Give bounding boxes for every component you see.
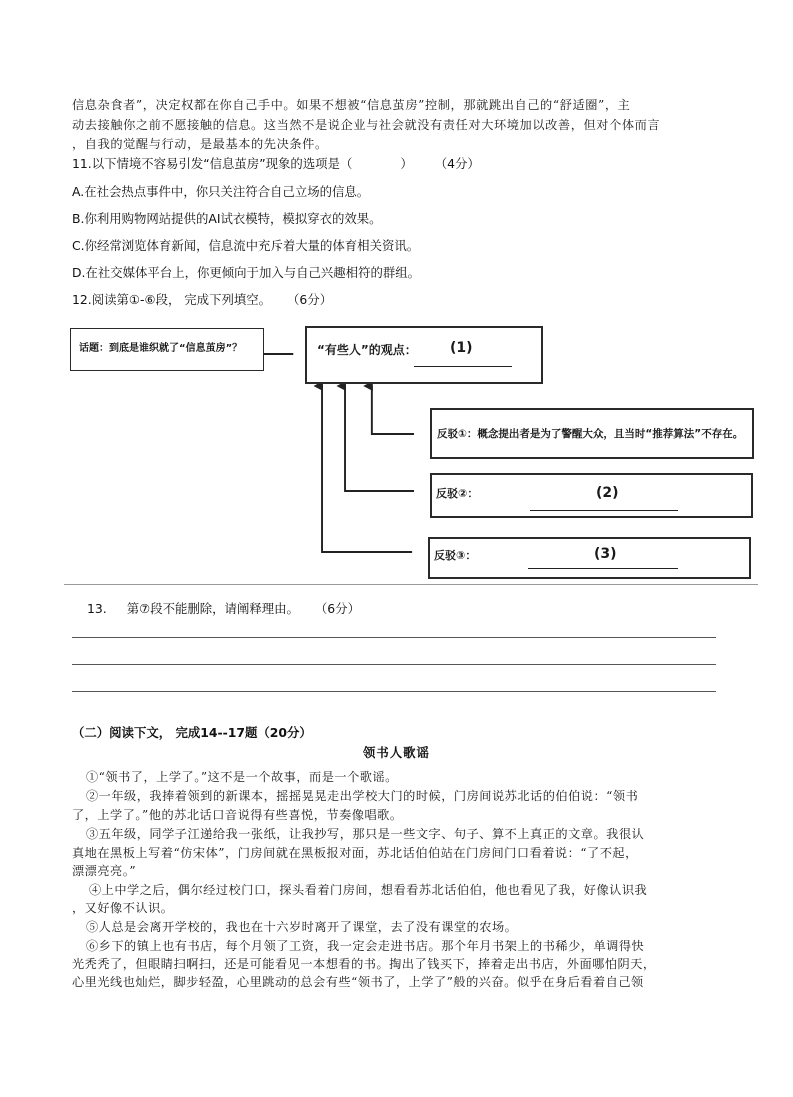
q13-stem [87,599,360,617]
q12-points: （6分） [287,292,333,307]
blank-1-label: (1) [450,340,473,356]
intro-line-2: 动去接触你之前不愿接触的信息。这当然不是说企业与社会就没有责任对大环境加以改善，但对个体而言 [72,118,661,132]
blank-2-label: (2) [596,485,619,501]
diagram-separator [64,584,758,585]
passage-line: 了，上学了。”他的苏北话口音说得有些喜悦，节奏像唱歌。 [72,808,403,822]
rebuttal-3-box [428,537,751,579]
passage-line: ④上中学之后，偶尔经过校门口，探头看着门房间，想看看苏北话伯伯，他也看见了我，好像认识我 [89,883,648,897]
passage-line: ②一年级，我捧着领到的新课本，摇摇晃晃走出学校大门的时候，门房间说苏北话的伯伯说：“领书 [86,789,639,803]
passage-line: 心里光线也灿烂，脚步轻盈，心里跳动的总会有些“领书了，上学了”般的兴奋。似乎在身后看着自己领 [72,975,644,989]
q13-answer-line-3[interactable] [72,691,716,692]
rebuttal-3-label: 反驳③： [434,549,477,562]
q13-number: 13. [87,601,107,616]
q11-option-d: D.在社交媒体平台上，你更倾向于加入与自己兴趣相符的群组。 [72,265,421,280]
passage-line: ①“领书了，上学了。”这不是一个故事，而是一个歌谣。 [86,770,398,784]
section-2-heading: （二）阅读下文， 完成14--17题（20分） [72,725,312,740]
q11-option-c: C.你经常浏览体育新闻，信息流中充斥着大量的体育相关资讯。 [72,238,420,253]
blank-1-line [414,366,512,367]
rebuttal3-arrow [322,386,412,552]
passage-line: ，又好像不认识。 [72,901,174,915]
q11-stem-text: 11.以下情境不容易引发“信息茧房”现象的选项是（ [72,156,353,171]
q11-stem-end: ） [400,156,413,171]
q13-points: （6分） [314,601,360,616]
rebuttal2-arrow [345,386,414,491]
blank-2-line [530,510,678,511]
blank-3-line [528,568,678,569]
blank-3-label: (3) [594,546,617,562]
passage-line: 真地在黑板上写着“仿宋体”，门房间就在黑板报对面，苏北话伯伯站在门房间门口看着说：“了不起， [72,846,638,860]
q12-stem-text: 12.阅读第①-⑥段， 完成下列填空。 [72,292,272,307]
rebuttal-2-label: 反驳②： [436,487,479,500]
intro-line-1: 信息杂食者”，决定权都在你自己手中。如果不想被“信息茧房”控制，那就跳出自己的“舒适圈”，主 [72,98,631,112]
rebuttal-1-text: 反驳①：概念提出者是为了警醒大众，且当时“推荐算法”不存在。 [437,428,744,440]
passage-line: 光秃秃了，但眼睛扫啊扫，还是可能看见一本想看的书。掏出了钱买下，捧着走出书店，外面哪怕阴天， [72,957,656,971]
passage-line: ⑤人总是会离开学校的，我也在十六岁时离开了课堂，去了没有课堂的农场。 [86,920,518,934]
viewpoint-label: “有些人”的观点： [317,343,417,357]
q11-points: （4分） [434,156,480,171]
topic-text: 话题：到底是谁织就了“信息茧房”？ [79,343,243,354]
passage-line: 漂漂亮亮。” [72,864,137,878]
q13-answer-line-1[interactable] [72,637,716,638]
passage-line: ⑥乡下的镇上也有书店，每个月领了工资，我一定会走进书店。那个年月书架上的书稀少，单调得快 [86,939,645,953]
passage-line: ③五年级，同学子江递给我一张纸，让我抄写，那只是一些文字、句子、算不上真正的文章。我很认 [86,827,645,841]
q13-stem-text: 第⑦段不能删除，请阐释理由。 [126,601,299,616]
intro-line-3: ，自我的觉醒与行动，是最基本的先决条件。 [72,137,328,151]
rebuttal-2-box [430,473,753,518]
q11-option-a: A.在社会热点事件中，你只关注符合自己立场的信息。 [72,184,370,199]
rebuttal1-arrow [372,386,414,434]
passage-title: 领书人歌谣 [363,745,430,760]
q13-answer-line-2[interactable] [72,664,716,665]
q11-option-b: B.你利用购物网站提供的AI试衣模特，模拟穿衣的效果。 [72,211,382,226]
